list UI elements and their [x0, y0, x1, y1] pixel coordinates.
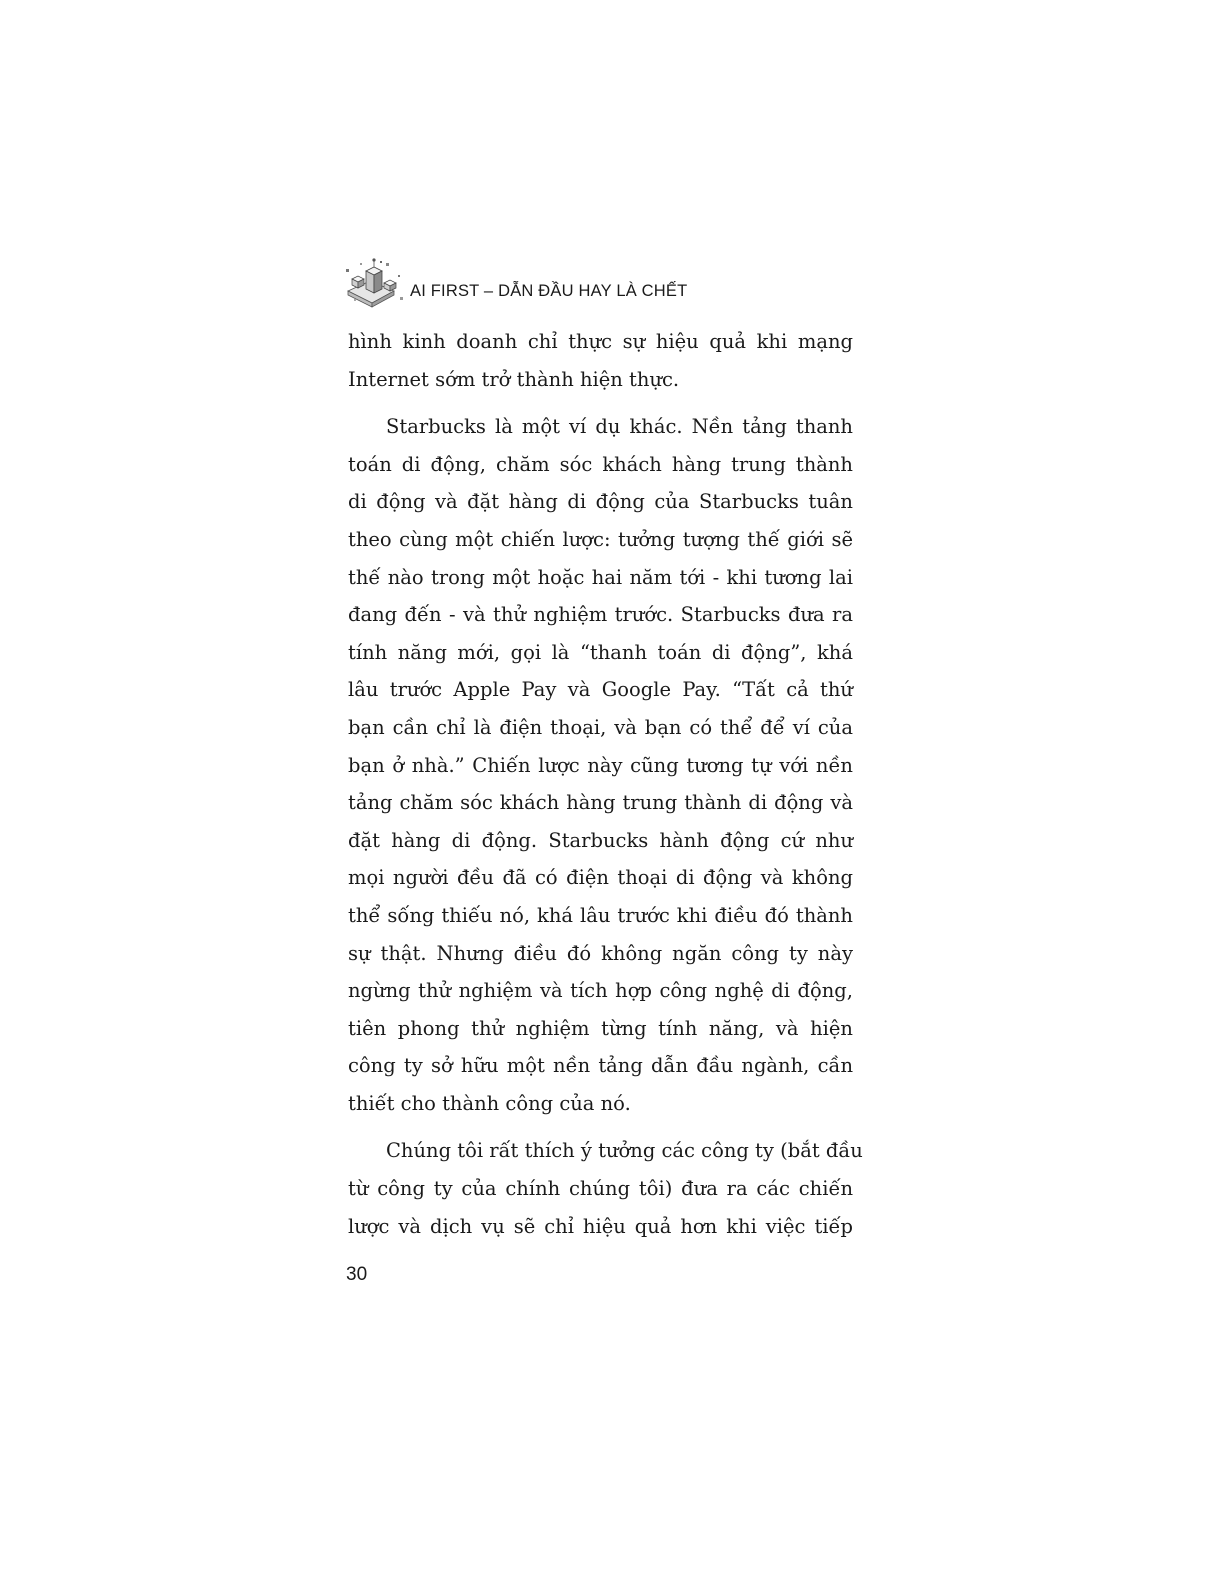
running-header — [344, 256, 687, 312]
isometric-tech-illustration-icon — [344, 257, 406, 311]
text-line: tiên phong thử nghiệm từng tính năng, và hiện — [348, 1016, 853, 1040]
text-line: công ty sở hữu một nền tảng dẫn đầu ngành, cần — [348, 1054, 853, 1078]
text-line: bạn cần chỉ là điện thoại, và bạn có thể để ví của — [348, 715, 853, 739]
body-text — [348, 323, 863, 1245]
paragraph-2 — [348, 408, 853, 1122]
text-line: toán di động, chăm sóc khách hàng trung thành — [348, 452, 853, 476]
text-line: Starbucks là một ví dụ khác. Nền tảng thanh — [386, 415, 853, 439]
text-line: ngừng thử nghiệm và tích hợp công nghệ di động, — [348, 979, 853, 1003]
text-line: theo cùng một chiến lược: tưởng tượng thế giới sẽ — [348, 527, 853, 551]
text-line: tảng chăm sóc khách hàng trung thành di động và — [348, 791, 853, 815]
page-number: 30 — [346, 1264, 368, 1285]
text-line: đặt hàng di động. Starbucks hành động cứ như — [348, 828, 853, 852]
text-line: bạn ở nhà.” Chiến lược này cũng tương tự với nền — [348, 753, 853, 777]
text-line: thể sống thiếu nó, khá lâu trước khi điều đó thành — [348, 903, 853, 927]
text-line: Chúng tôi rất thích ý tưởng các công ty (bắt đầu — [386, 1139, 863, 1163]
text-line: đang đến - và thử nghiệm trước. Starbucks đưa ra — [348, 603, 853, 627]
text-line: thế nào trong một hoặc hai năm tới - khi tương lai — [348, 565, 853, 589]
text-line: Internet sớm trở thành hiện thực. — [348, 367, 680, 391]
text-line: lược và dịch vụ sẽ chỉ hiệu quả hơn khi việc tiếp — [348, 1214, 853, 1238]
text-line: di động và đặt hàng di động của Starbucks tuân — [348, 490, 853, 514]
text-line: lâu trước Apple Pay và Google Pay. “Tất cả thứ — [348, 678, 853, 702]
text-line: mọi người đều đã có điện thoại di động và không — [348, 866, 853, 890]
paragraph-3 — [348, 1132, 863, 1245]
text-line: thiết cho thành công của nó. — [348, 1091, 631, 1115]
text-line: hình kinh doanh chỉ thực sự hiệu quả khi mạng — [348, 330, 853, 353]
running-header-title: AI FIRST – DẪN ĐẦU HAY LÀ CHẾT — [410, 281, 688, 300]
paragraph-1 — [348, 323, 853, 398]
text-line: sự thật. Nhưng điều đó không ngăn công ty này — [348, 941, 853, 965]
text-line: từ công ty của chính chúng tôi) đưa ra các chiến — [348, 1177, 853, 1201]
text-line: tính năng mới, gọi là “thanh toán di động”, khá — [348, 640, 853, 664]
